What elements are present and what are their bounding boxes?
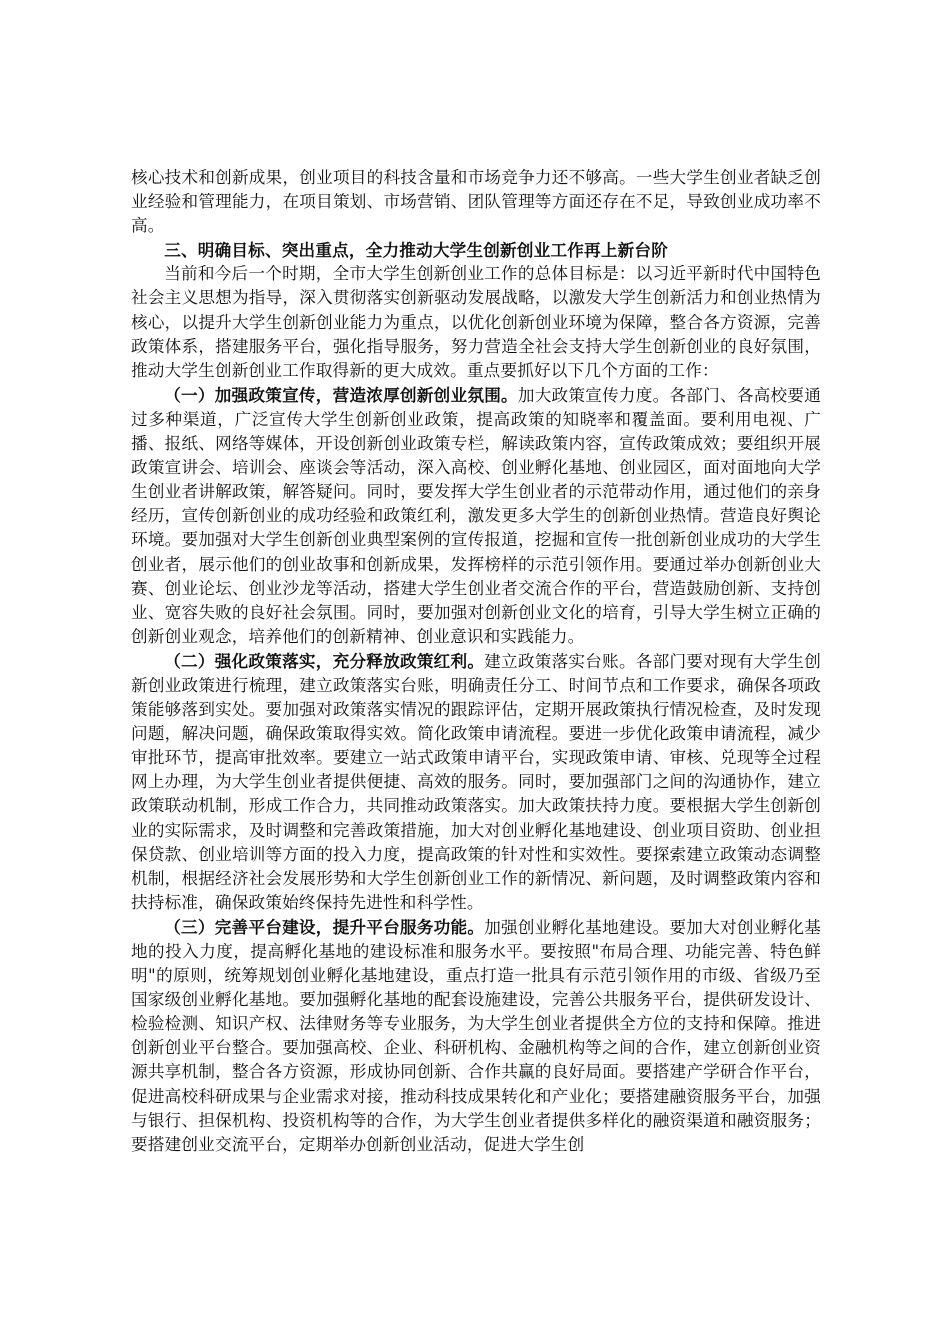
- item-3-body: 加强创业孵化基地建设。要加大对创业孵化基地的投入力度，提高孵化基地的建设标准和服务水平。要按照"布局合理、功能完善、特色鲜明"的原则，统筹规划创业孵化基地建设，重点打造一批具有示范引领作用的市级、省级乃至国家级创业孵化基地。要加强孵化基地的配套设施建设，完善公共服务平台，提供研发设计、检验检测、知识产权、法律财务等专业服务，为大学生创业者提供全方位的支持和保障。推进创新创业平台整合。要加强高校、企业、科研机构、金融机构等之间的合作，建立创新创业资源共享机制，整合各方资源，形成协同创新、合作共赢的良好局面。要搭建产学研合作平台，促进高校科研成果与企业需求对接，推动科技成果转化和产业化；要搭建融资服务平台，加强与银行、担保机构、投资机构等的合作，为大学生创业者提供多样化的融资渠道和融资服务；要搭建创业交流平台，定期举办创新创业活动，促进大学生创: [131, 917, 821, 1154]
- document-page: [131, 166, 821, 1157]
- paragraph-item-1: [131, 383, 821, 649]
- item-1-lead: （一）加强政策宣传，营造浓厚创新创业氛围。: [164, 384, 518, 405]
- paragraph-continued: 核心技术和创新成果，创业项目的科技含量和市场竞争力还不够高。一些大学生创业者缺乏创业经验和管理能力，在项目策划、市场营销、团队管理等方面还存在不足，导致创业成功率不高。: [131, 168, 821, 236]
- item-1-body: 加大政策宣传力度。各部门、各高校要通过多种渠道，广泛宣传大学生创新创业政策，提高政策的知晓率和覆盖面。要利用电视、广播、报纸、网络等媒体，开设创新创业政策专栏，解读政策内容，宣传政策成效；要组织开展政策宣讲会、培训会、座谈会等活动，深入高校、创业孵化基地、创业园区，面对面地向大学生创业者讲解政策，解答疑问。同时，要发挥大学生创业者的示范带动作用，通过他们的亲身经历，宣传创新创业的成功经验和政策红利，激发更多大学生的创新创业热情。营造良好舆论环境。要加强对大学生创新创业典型案例的宣传报道，挖掘和宣传一批创新创业成功的大学生创业者，展示他们的创业故事和创新成果，发挥榜样的示范引领作用。要通过举办创新创业大赛、创业论坛、创业沙龙等活动，搭建大学生创业者交流合作的平台，营造鼓励创新、支持创业、宽容失败的良好社会氛围。同时，要加强对创新创业文化的培育，引导大学生树立正确的创新创业观念，培养他们的创新精神、创业意识和实践能力。: [131, 385, 821, 646]
- paragraph-goal: 当前和今后一个时期，全市大学生创新创业工作的总体目标是：以习近平新时代中国特色社会主义思想为指导，深入贯彻落实创新驱动发展战略，以激发大学生创新活力和创业热情为核心，以提升大学生创新创业能力为重点，以优化创新创业环境为保障，整合各方资源，完善政策体系，搭建服务平台，强化指导服务，努力营造全社会支持大学生创新创业的良好氛围，推动大学生创新创业工作取得新的更大成效。重点要抓好以下几个方面的工作：: [131, 264, 821, 380]
- paragraph-item-2: [131, 649, 821, 915]
- item-3-lead: （三）完善平台建设，提升平台服务功能。: [164, 916, 485, 937]
- item-2-body: 建立政策落实台账。各部门要对现有大学生创新创业政策进行梳理，建立政策落实台账，明确责任分工、时间节点和工作要求，确保各项政策能够落到实处。要加强对政策落实情况的跟踪评估，定期开展政策执行情况检查，及时发现问题，解决问题，确保政策取得实效。简化政策申请流程。要进一步优化政策申请流程，减少审批环节，提高审批效率。要建立一站式政策申请平台，实现政策申请、审核、兑现等全过程网上办理，为大学生创业者提供便捷、高效的服务。同时，要加强部门之间的沟通协作，建立政策联动机制，形成工作合力，共同推动政策落实。加大政策扶持力度。要根据大学生创新创业的实际需求，及时调整和完善政策措施，加大对创业孵化基地建设、创业项目资助、创业担保贷款、创业培训等方面的投入力度，提高政策的针对性和实效性。要探索建立政策动态调整机制，根据经济社会发展形势和大学生创新创业工作的新情况、新问题，及时调整政策内容和扶持标准，确保政策始终保持先进性和科学性。: [131, 651, 821, 912]
- paragraph-item-3: [131, 915, 821, 1157]
- section-heading: 三、明确目标、突出重点，全力推动大学生创新创业工作再上新台阶: [164, 240, 668, 261]
- item-2-lead: （二）强化政策落实，充分释放政策红利。: [164, 650, 485, 671]
